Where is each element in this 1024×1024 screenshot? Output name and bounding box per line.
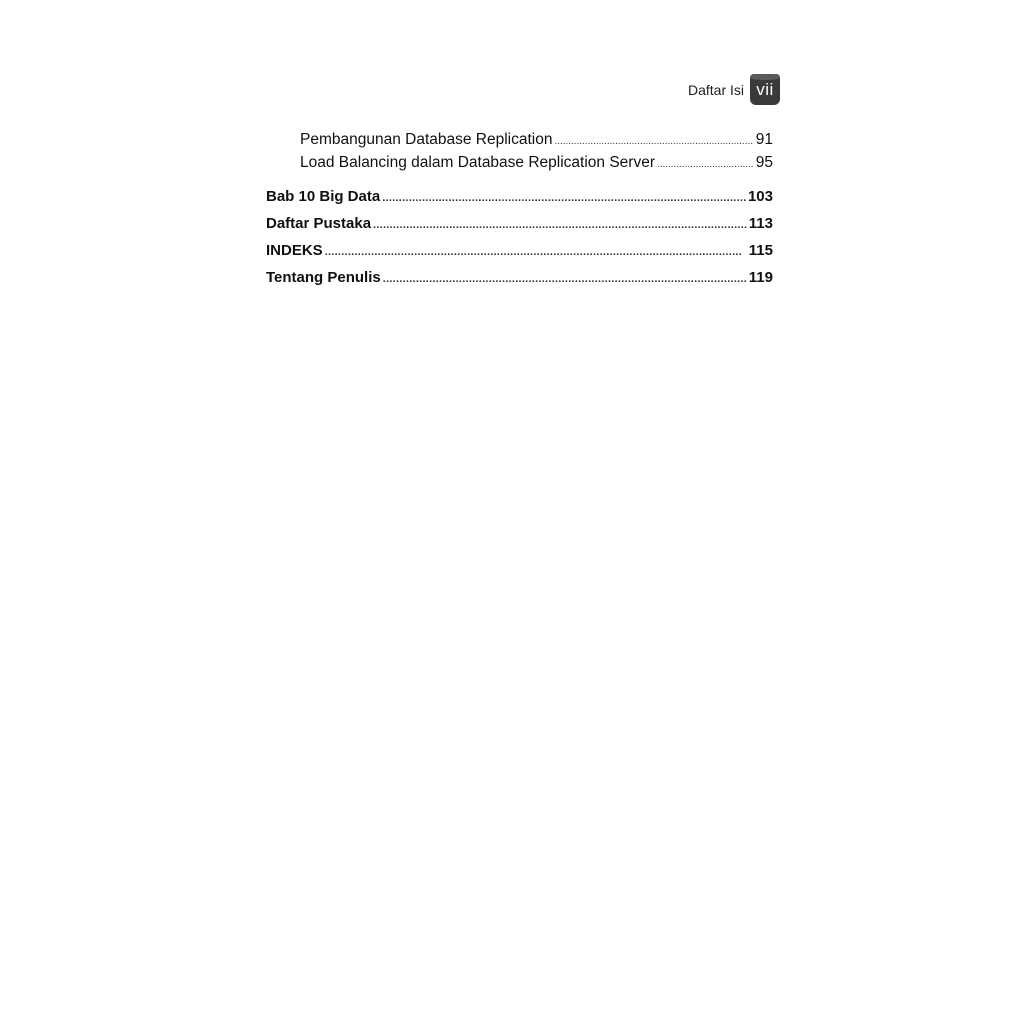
dot-leader xyxy=(373,212,747,239)
toc-entry-page: 95 xyxy=(755,154,773,171)
section-label: Daftar Isi xyxy=(687,82,744,98)
dot-leader xyxy=(383,266,747,293)
toc-entry-title: INDEKS xyxy=(266,242,323,259)
toc-entry-page: 113 xyxy=(748,215,773,232)
toc-entry xyxy=(266,264,773,291)
dot-leader xyxy=(382,185,746,212)
toc-entry xyxy=(266,210,773,237)
dot-leader xyxy=(554,130,753,153)
page-number: vii xyxy=(756,80,774,99)
toc-entry-title: Tentang Penulis xyxy=(266,269,381,286)
toc-entry-page: 115 xyxy=(748,242,773,259)
toc-entry-title: Daftar Pustaka xyxy=(266,215,372,232)
table-of-contents xyxy=(266,128,773,291)
toc-entry-title: Pembangunan Database Replication xyxy=(300,131,553,148)
toc-entry-title: Load Balancing dalam Database Replication Server xyxy=(300,154,655,171)
toc-entry xyxy=(266,183,773,210)
toc-entry-page: 119 xyxy=(748,269,773,286)
toc-entry-page: 91 xyxy=(755,131,773,148)
toc-entry-title: Bab 10 Big Data xyxy=(266,188,381,205)
toc-subentry xyxy=(266,128,773,151)
dot-leader xyxy=(325,239,747,266)
dot-leader xyxy=(657,153,754,176)
page-header xyxy=(600,74,780,106)
toc-entry-page: 103 xyxy=(747,188,773,205)
page-number-badge xyxy=(750,74,780,105)
toc-entry xyxy=(266,237,773,264)
toc-subentry xyxy=(266,151,773,174)
